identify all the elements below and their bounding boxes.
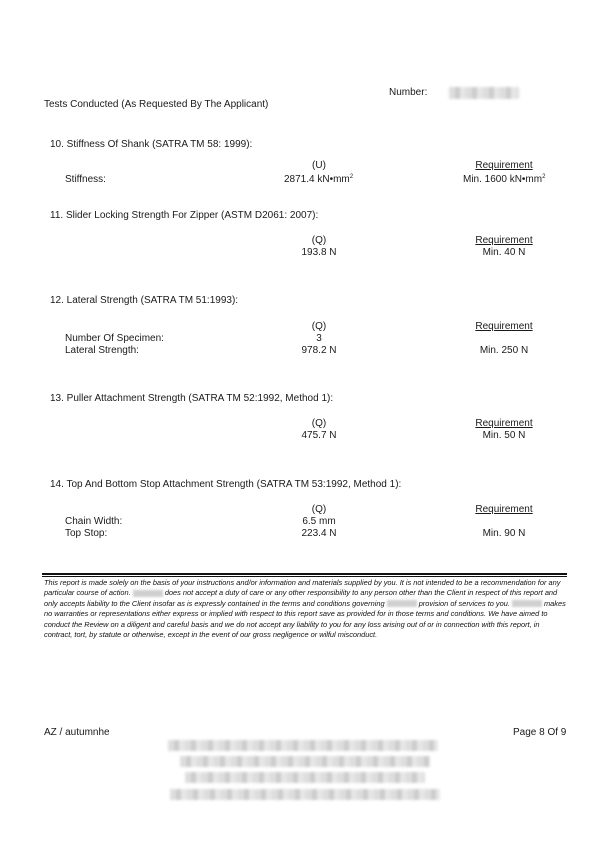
row-requirement-sup: 2	[542, 174, 546, 180]
row-value: 475.7 N	[301, 430, 337, 441]
test-heading: 11. Slider Locking Strength For Zipper (ASTM D2061: 2007):	[50, 210, 319, 221]
redacted-address-line	[185, 772, 425, 783]
row-requirement: Min. 250 N	[479, 345, 529, 356]
number-label: Number:	[389, 87, 428, 98]
redacted-address-line	[180, 756, 430, 767]
disclaimer-part4: makes no warranties or representations either express or implied with respect to this report save as provided for in those terms and conditions. We have aimed to conduct the Review on a diligent and careful basis and we do not accept any liability to you for any loss arising out of or in connection with this report, in contract, tort, by statute or otherwise, except in the event of our gross negligence or wilful misconduct.	[44, 598, 566, 640]
footer-author: AZ / autumnhe	[44, 727, 110, 738]
test-heading: 12. Lateral Strength (SATRA TM 51:1993):	[50, 295, 239, 306]
row-requirement: Min. 40 N	[482, 247, 526, 258]
footer-page-number: Page 8 Of 9	[513, 727, 567, 738]
disclaimer-part3: provision of services to you.	[418, 598, 510, 608]
requirement-label: Requirement	[475, 418, 533, 429]
row-value: 978.2 N	[301, 345, 337, 356]
redacted-number	[449, 87, 519, 99]
disclaimer-top-rule	[42, 573, 567, 575]
row-value: 6.5 mm	[302, 516, 336, 527]
row-value	[284, 174, 353, 185]
result-label: (Q)	[311, 235, 327, 246]
requirement-label: Requirement	[475, 235, 533, 246]
requirement-label: Requirement	[475, 160, 533, 171]
row-label: Number Of Specimen:	[65, 333, 164, 344]
result-label: (U)	[312, 160, 326, 171]
redacted-company	[512, 600, 542, 607]
row-label: Stiffness:	[65, 174, 106, 185]
requirement-label: Requirement	[475, 321, 533, 332]
result-label: (Q)	[311, 321, 327, 332]
disclaimer-text	[44, 578, 566, 640]
row-value-text: 2871.4 kN•mm	[284, 174, 350, 185]
tests-intro: Tests Conducted (As Requested By The Applicant)	[44, 99, 269, 110]
result-label: (Q)	[311, 418, 327, 429]
test-heading: 13. Puller Attachment Strength (SATRA TM 52:1992, Method 1):	[50, 393, 334, 404]
row-requirement-text: Min. 1600 kN•mm	[463, 174, 543, 185]
test-heading: 10. Stiffness Of Shank (SATRA TM 58: 1999):	[50, 139, 253, 150]
redacted-company	[133, 590, 163, 597]
row-requirement: Min. 90 N	[482, 528, 526, 539]
row-requirement	[463, 174, 545, 185]
row-value-sup: 2	[349, 174, 354, 180]
disclaimer-part2: does not accept a duty of care or any other responsibility to any person other than the Client in respect of this report and only accepts liability to the Client insofar as is expressly contained in the terms and conditions governing	[44, 588, 558, 608]
row-value: 223.4 N	[301, 528, 337, 539]
test-heading: 14. Top And Bottom Stop Attachment Strength (SATRA TM 53:1992, Method 1):	[50, 479, 402, 490]
requirement-label: Requirement	[475, 504, 533, 515]
disclaimer-top-rule-thin	[42, 576, 567, 577]
redacted-address-line	[170, 789, 440, 800]
row-label: Lateral Strength:	[65, 345, 139, 356]
redacted-address-line	[168, 740, 438, 751]
row-value: 193.8 N	[301, 247, 337, 258]
row-label: Top Stop:	[65, 528, 108, 539]
redacted-company	[387, 600, 417, 607]
result-label: (Q)	[311, 504, 327, 515]
row-label: Chain Width:	[65, 516, 123, 527]
row-value: 3	[316, 333, 322, 344]
disclaimer-part1: This report is made solely on the basis of your instructions and/or information and materials supplied by you. It is not intended to be a recommendation for any particular course of action.	[44, 578, 561, 598]
row-requirement: Min. 50 N	[482, 430, 526, 441]
